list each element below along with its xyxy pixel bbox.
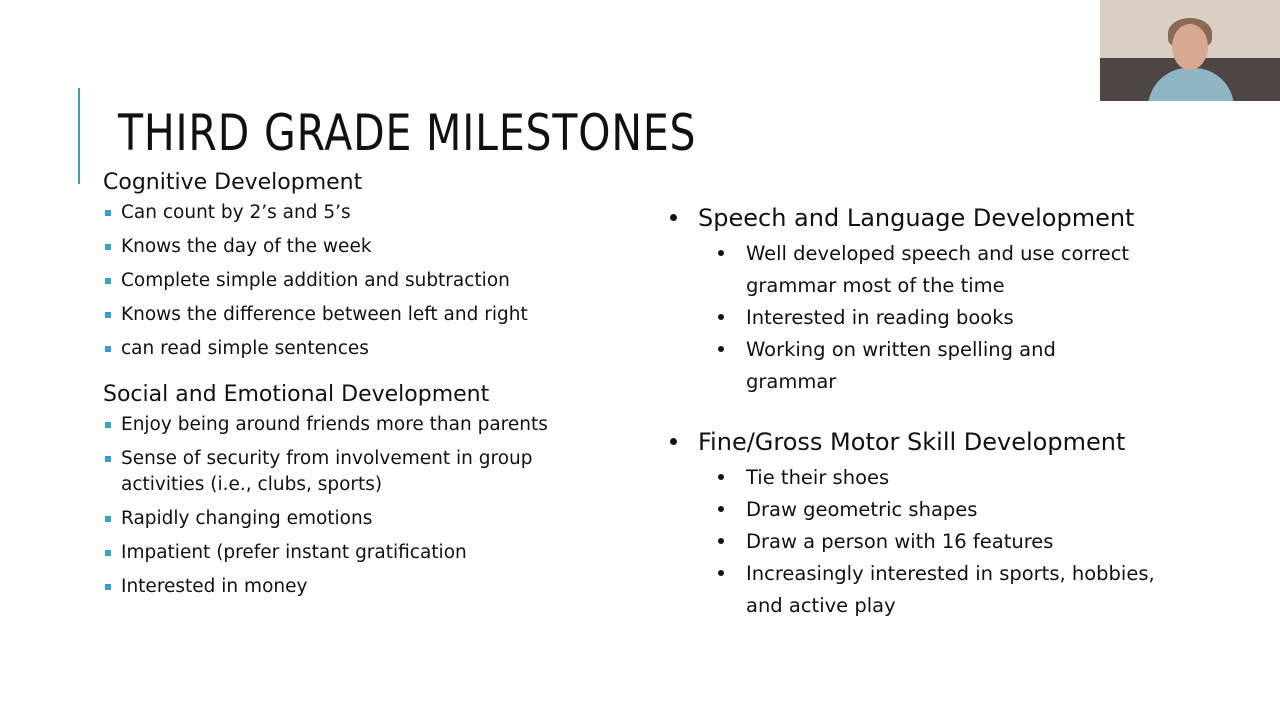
square-bullet-icon (105, 550, 111, 556)
list-item: Complete simple addition and subtraction (103, 268, 643, 294)
bullet-dot-icon (670, 438, 677, 445)
list-item: Interested in money (103, 574, 643, 600)
list-item: Sense of security from involvement in group activities (i.e., clubs, sports) (103, 446, 561, 498)
speech-section (668, 198, 1238, 398)
motor-section (668, 422, 1238, 622)
cognitive-list (103, 200, 643, 362)
list-item: Draw geometric shapes (698, 494, 1186, 526)
motor-list (698, 462, 1238, 622)
list-item: Enjoy being around friends more than parents (103, 412, 643, 438)
list-item: Tie their shoes (698, 462, 1186, 494)
square-bullet-icon (105, 456, 111, 462)
social-list (103, 412, 643, 600)
bullet-dot-icon (718, 314, 724, 320)
square-bullet-icon (105, 210, 111, 216)
presenter-face (1172, 24, 1208, 70)
motor-heading: Fine/Gross Motor Skill Development (698, 428, 1126, 456)
speech-list (698, 238, 1238, 398)
right-column (668, 198, 1238, 622)
social-heading: Social and Emotional Development (103, 382, 490, 407)
bullet-dot-icon (718, 538, 724, 544)
list-item: Rapidly changing emotions (103, 506, 643, 532)
list-item: Impatient (prefer instant gratification (103, 540, 643, 566)
bullet-dot-icon (718, 346, 724, 352)
square-bullet-icon (105, 312, 111, 318)
square-bullet-icon (105, 516, 111, 522)
square-bullet-icon (105, 346, 111, 352)
list-item: Increasingly interested in sports, hobbies, and active play (698, 558, 1186, 622)
cognitive-heading: Cognitive Development (103, 170, 363, 195)
list-item: Draw a person with 16 features (698, 526, 1186, 558)
list-item: Knows the day of the week (103, 234, 643, 260)
presenter-webcam-video (1100, 0, 1280, 101)
list-item: Well developed speech and use correct grammar most of the time (698, 238, 1186, 302)
speech-heading: Speech and Language Development (698, 204, 1135, 232)
square-bullet-icon (105, 244, 111, 250)
list-item: Interested in reading books (698, 302, 1186, 334)
bullet-dot-icon (718, 570, 724, 576)
title-accent-line (78, 88, 80, 184)
bullet-dot-icon (718, 250, 724, 256)
list-item: can read simple sentences (103, 336, 643, 362)
list-item: Working on written spelling and grammar (698, 334, 1106, 398)
bullet-dot-icon (718, 474, 724, 480)
bullet-dot-icon (718, 506, 724, 512)
list-item: Knows the difference between left and right (103, 302, 643, 328)
square-bullet-icon (105, 584, 111, 590)
bullet-dot-icon (670, 214, 677, 221)
left-column (103, 168, 643, 608)
square-bullet-icon (105, 422, 111, 428)
slide-title: THIRD GRADE MILESTONES (118, 104, 697, 162)
square-bullet-icon (105, 278, 111, 284)
list-item: Can count by 2’s and 5’s (103, 200, 643, 226)
